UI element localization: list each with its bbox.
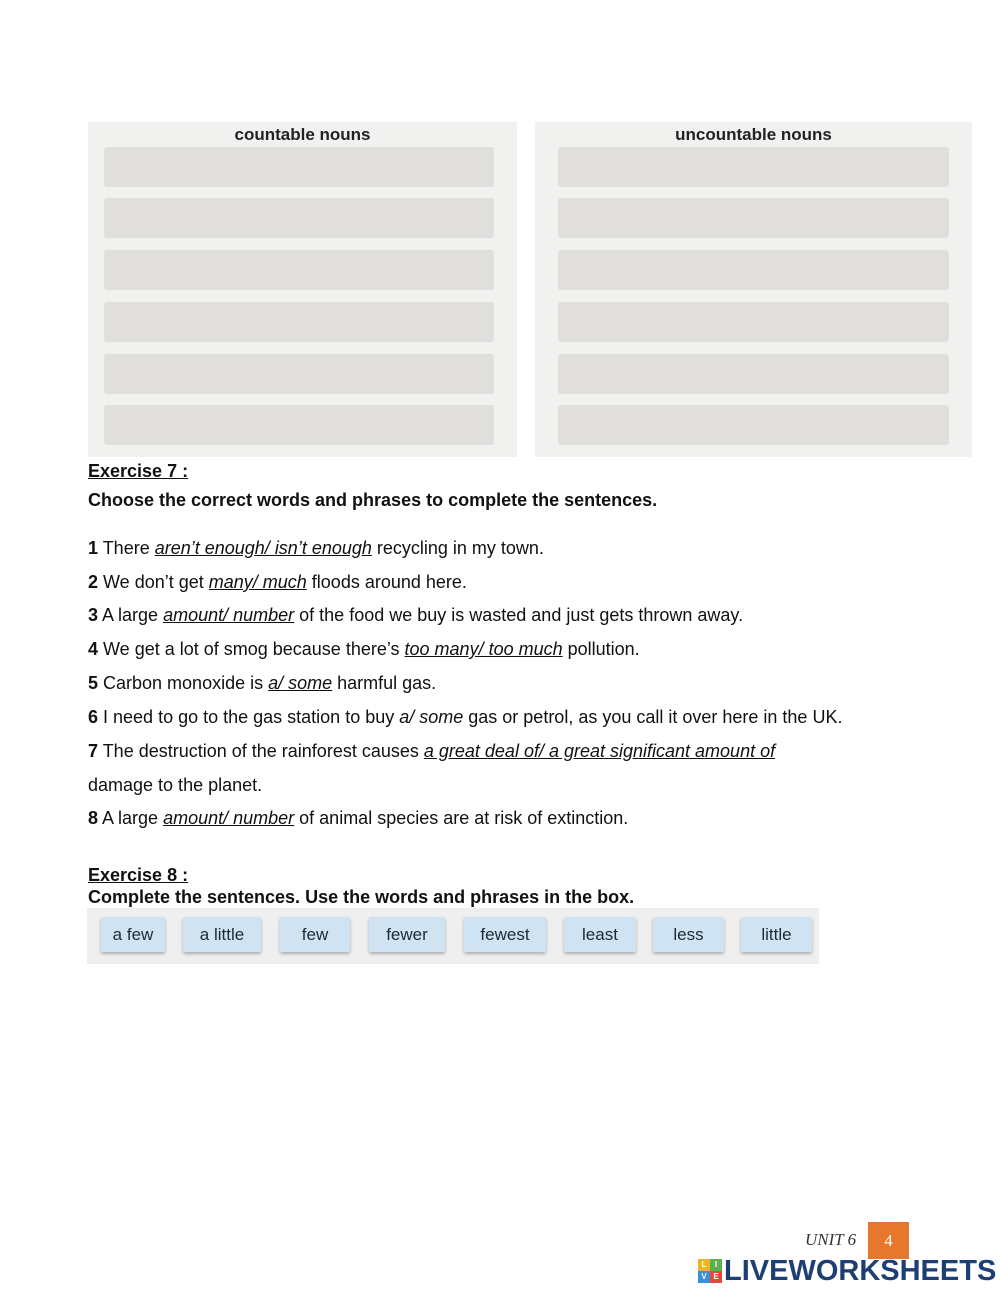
unit-label: UNIT 6: [805, 1230, 857, 1249]
exercise-7-sentence: 8 A large amount/ number of animal species are at risk of extinction.: [88, 808, 629, 828]
exercise-8-instruction: Complete the sentences. Use the words and phrases in the box.: [88, 887, 635, 907]
word-chip[interactable]: less: [653, 917, 724, 952]
countable-drop-slot[interactable]: [104, 405, 494, 445]
uncountable-drop-slot[interactable]: [558, 250, 949, 290]
uncountable-drop-slot[interactable]: [558, 354, 949, 394]
answer-option[interactable]: too many/ too much: [404, 639, 563, 659]
uncountable-drop-slot[interactable]: [558, 147, 949, 187]
exercise-7-sentence: 5 Carbon monoxide is a/ some harmful gas.: [88, 673, 437, 693]
word-chip[interactable]: a little: [183, 917, 261, 952]
word-chip[interactable]: few: [280, 917, 350, 952]
uncountable-nouns-box: [535, 122, 972, 457]
liveworksheets-logo-icon: L I V E: [698, 1259, 722, 1283]
exercise-7-sentence: 6 I need to go to the gas station to buy a/ some gas or petrol, as you call it over here in the UK.: [88, 707, 843, 727]
uncountable-nouns-title: uncountable nouns: [675, 125, 832, 144]
page-number-badge: 4: [868, 1222, 909, 1259]
exercise-7-sentence: 2 We don’t get many/ much floods around here.: [88, 572, 467, 592]
answer-option[interactable]: amount/ number: [163, 808, 295, 828]
word-chip[interactable]: a few: [101, 917, 165, 952]
uncountable-drop-slot[interactable]: [558, 198, 949, 238]
countable-drop-slot[interactable]: [104, 147, 494, 187]
exercise-7-sentence: 7 The destruction of the rainforest causes a great deal of/ a great significant amount of: [88, 741, 776, 761]
word-chip[interactable]: fewer: [369, 917, 445, 952]
liveworksheets-brand: [698, 1255, 996, 1287]
exercise-7-heading: Exercise 7 :: [88, 461, 189, 481]
countable-drop-slot[interactable]: [104, 302, 494, 342]
exercise-7-sentence: 3 A large amount/ number of the food we buy is wasted and just gets thrown away.: [88, 605, 744, 625]
countable-drop-slot[interactable]: [104, 354, 494, 394]
exercise-7-sentence: 4 We get a lot of smog because there’s too many/ too much pollution.: [88, 639, 640, 659]
countable-nouns-box: [88, 122, 517, 457]
word-chip[interactable]: fewest: [464, 917, 546, 952]
uncountable-drop-slot[interactable]: [558, 302, 949, 342]
uncountable-drop-slot[interactable]: [558, 405, 949, 445]
word-chip[interactable]: little: [741, 917, 812, 952]
answer-option[interactable]: a/ some: [268, 673, 333, 693]
exercise-8-heading: Exercise 8 :: [88, 865, 189, 885]
answer-option[interactable]: aren’t enough/ isn’t enough: [154, 538, 372, 558]
brand-wordmark: LIVEWORKSHEETS: [724, 1254, 997, 1287]
answer-option[interactable]: amount/ number: [163, 605, 295, 625]
answer-option[interactable]: many/ much: [208, 572, 307, 592]
countable-drop-slot[interactable]: [104, 250, 494, 290]
exercise-7-sentence: 1 There aren’t enough/ isn’t enough recycling in my town.: [88, 538, 544, 558]
answer-option[interactable]: a/ some: [399, 707, 464, 727]
word-chip[interactable]: least: [564, 917, 636, 952]
answer-option[interactable]: a great deal of/ a great significant amount of: [423, 741, 776, 761]
exercise-7-instruction: Choose the correct words and phrases to complete the sentences.: [88, 490, 658, 510]
exercise-7-sentence-continued: damage to the planet.: [88, 775, 263, 795]
word-bank: [87, 908, 819, 964]
countable-nouns-title: countable nouns: [234, 125, 371, 144]
countable-drop-slot[interactable]: [104, 198, 494, 238]
